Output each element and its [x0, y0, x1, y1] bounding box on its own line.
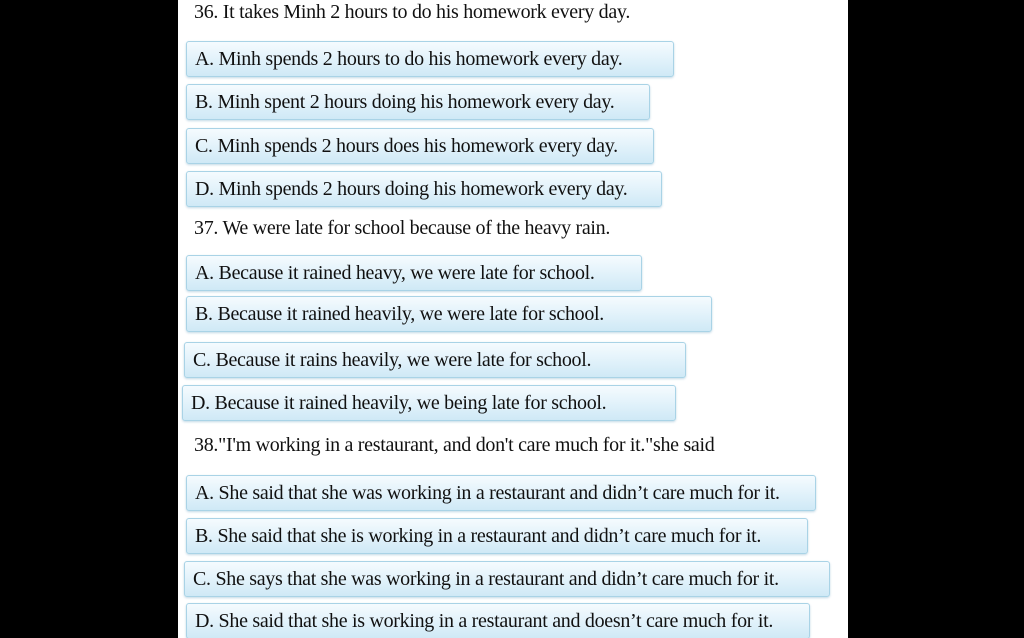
- question-36-option-b[interactable]: B. Minh spent 2 hours doing his homework every day.: [186, 84, 650, 120]
- question-36-option-c[interactable]: C. Minh spends 2 hours does his homework every day.: [186, 128, 654, 164]
- question-37-stem: 37. We were late for school because of the heavy rain.: [194, 217, 611, 239]
- question-38-option-a[interactable]: A. She said that she was working in a restaurant and didn’t care much for it.: [186, 475, 816, 511]
- question-38-option-b[interactable]: B. She said that she is working in a restaurant and didn’t care much for it.: [186, 518, 808, 554]
- question-37-option-d[interactable]: D. Because it rained heavily, we being late for school.: [182, 385, 676, 421]
- question-37-option-a[interactable]: A. Because it rained heavy, we were late for school.: [186, 255, 642, 291]
- question-38-option-c[interactable]: C. She says that she was working in a restaurant and didn’t care much for it.: [184, 561, 830, 597]
- question-38-option-d[interactable]: D. She said that she is working in a restaurant and doesn’t care much for it.: [186, 603, 810, 638]
- question-36-stem: 36. It takes Minh 2 hours to do his homework every day.: [194, 1, 631, 23]
- question-36-option-d[interactable]: D. Minh spends 2 hours doing his homework every day.: [186, 171, 662, 207]
- question-37-option-c[interactable]: C. Because it rains heavily, we were late for school.: [184, 342, 686, 378]
- worksheet-page: [178, 0, 848, 638]
- question-36-option-a[interactable]: A. Minh spends 2 hours to do his homework every day.: [186, 41, 674, 77]
- question-37-option-b[interactable]: B. Because it rained heavily, we were late for school.: [186, 296, 712, 332]
- question-38-stem: 38."I'm working in a restaurant, and don't care much for it."she said: [194, 434, 715, 456]
